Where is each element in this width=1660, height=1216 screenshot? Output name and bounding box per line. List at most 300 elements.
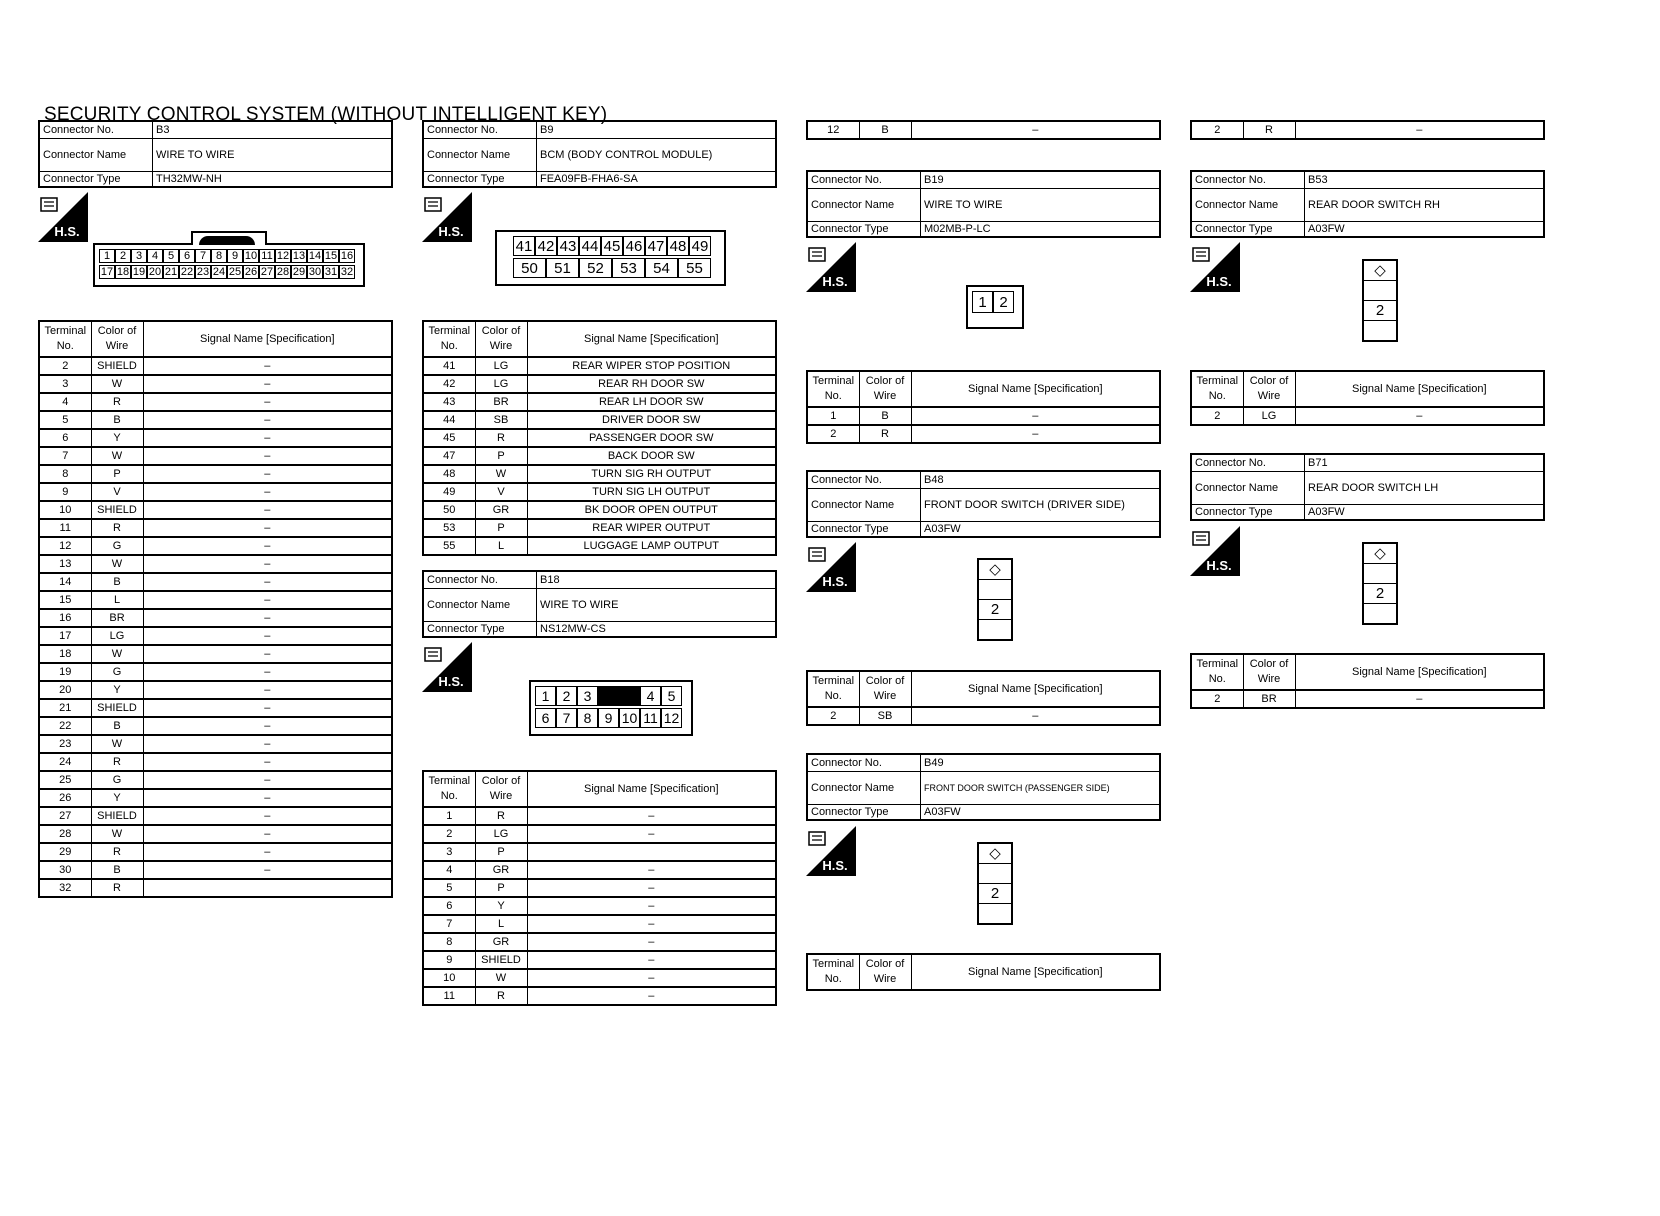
table-row (423, 861, 776, 879)
wire-color-cell: Y (91, 789, 143, 807)
terminal-no-header: Terminal No. (1191, 654, 1243, 690)
signal-name-cell: REAR WIPER STOP POSITION (527, 357, 776, 375)
harness-side-label: H.S. (822, 274, 848, 289)
terminal-no-cell: 50 (423, 501, 475, 519)
wire-color-cell: R (1243, 121, 1295, 139)
signal-name-cell: – (143, 627, 392, 645)
terminal-pin: 16 (340, 250, 354, 262)
terminal-pin: 52 (579, 258, 612, 278)
wire-color-cell: L (475, 915, 527, 933)
table-row (423, 987, 776, 1005)
wire-color-cell: LG (1243, 407, 1295, 425)
terminal-no-cell: 47 (423, 447, 475, 465)
terminal-no-cell: 3 (39, 375, 91, 393)
terminal-pin: 27 (260, 266, 274, 278)
terminal-pin: 25 (228, 266, 242, 278)
terminal-pin: 1 (972, 291, 993, 313)
connector-no-value: B9 (537, 121, 777, 138)
connector-no-value: B3 (153, 121, 393, 138)
terminal-no-cell: 2 (807, 425, 859, 443)
terminal-no-cell: 7 (39, 447, 91, 465)
signal-name-cell: – (143, 699, 392, 717)
terminal-pin: 21 (164, 266, 178, 278)
terminal-pin: 54 (645, 258, 678, 278)
terminal-no-cell: 25 (39, 771, 91, 789)
table-row (39, 717, 392, 735)
table-row (423, 501, 776, 519)
wire-color-cell: R (475, 429, 527, 447)
terminal-pin: 10 (619, 708, 640, 728)
wire-color-cell: SHIELD (91, 807, 143, 825)
terminal-no-cell: 14 (39, 573, 91, 591)
terminal-no-cell: 12 (39, 537, 91, 555)
connector-name-value: FRONT DOOR SWITCH (DRIVER SIDE) (921, 488, 1161, 521)
signal-name-header: Signal Name [Specification] (1295, 371, 1544, 407)
harness-side-label: H.S. (822, 858, 848, 873)
terminal-pin (979, 904, 1011, 923)
connector-type-label: Connector Type (423, 621, 537, 637)
connector-type-value: TH32MW-NH (153, 171, 393, 187)
wire-color-cell: BR (1243, 690, 1295, 708)
signal-name-cell: – (527, 807, 776, 825)
signal-name-cell: – (143, 645, 392, 663)
terminal-no-cell: 24 (39, 753, 91, 771)
terminal-pin: 10 (244, 250, 258, 262)
harness-side-icon (1190, 526, 1240, 576)
wire-color-cell: GR (475, 861, 527, 879)
terminal-no-cell: 53 (423, 519, 475, 537)
terminal-no-cell: 18 (39, 645, 91, 663)
connector-type-label: Connector Type (39, 171, 153, 187)
wire-color-cell: Y (91, 681, 143, 699)
terminal-no-cell: 15 (39, 591, 91, 609)
wire-color-cell: R (91, 843, 143, 861)
wire-color-cell: SHIELD (475, 951, 527, 969)
connector-name-label: Connector Name (1191, 471, 1305, 504)
terminal-no-cell: 2 (807, 707, 859, 725)
table-row (39, 429, 392, 447)
table-row (39, 465, 392, 483)
connector-no-label: Connector No. (807, 171, 921, 188)
signal-name-cell: – (143, 465, 392, 483)
harness-side-label: H.S. (1206, 558, 1232, 573)
terminal-pin (1364, 321, 1396, 340)
connector-type-value: A03FW (1305, 221, 1545, 237)
terminal-pin: 15 (324, 250, 338, 262)
terminal-no-cell: 22 (39, 717, 91, 735)
connector-no-label: Connector No. (423, 571, 537, 588)
connector-type-value: A03FW (1305, 504, 1545, 520)
signal-name-cell: – (143, 771, 392, 789)
signal-name-cell: – (143, 789, 392, 807)
signal-name-cell: REAR RH DOOR SW (527, 375, 776, 393)
harness-side-icon (806, 542, 856, 592)
table-row (423, 375, 776, 393)
signal-name-cell: – (143, 501, 392, 519)
wire-color-header: Color of Wire (475, 321, 527, 357)
wire-color-cell: R (475, 807, 527, 825)
terminal-no-cell: 29 (39, 843, 91, 861)
table-row (39, 861, 392, 879)
terminal-pin: 5 (661, 686, 682, 706)
terminal-no-cell: 10 (39, 501, 91, 519)
signal-name-cell: – (143, 519, 392, 537)
terminal-pin: 55 (678, 258, 711, 278)
connector-face-b9 (495, 230, 726, 286)
connector-type-value: FEA09FB-FHA6-SA (537, 171, 777, 187)
signal-name-cell: – (143, 843, 392, 861)
table-row (39, 411, 392, 429)
wire-color-cell: LG (475, 357, 527, 375)
connector-info-b3 (38, 120, 393, 188)
wire-color-cell: GR (475, 501, 527, 519)
connector-no-value: B48 (921, 471, 1161, 488)
terminal-pin: 26 (244, 266, 258, 278)
terminal-no-cell: 5 (39, 411, 91, 429)
connector-type-label: Connector Type (423, 171, 537, 187)
wire-color-cell: W (91, 645, 143, 663)
signal-name-cell: REAR WIPER OUTPUT (527, 519, 776, 537)
terminal-no-cell: 55 (423, 537, 475, 555)
wire-color-header: Color of Wire (1243, 654, 1295, 690)
signal-name-cell: – (527, 825, 776, 843)
key-marker: ◇ (1364, 544, 1396, 564)
terminal-pin: 8 (577, 708, 598, 728)
terminal-no-cell: 43 (423, 393, 475, 411)
wire-color-cell: B (91, 717, 143, 735)
terminal-no-cell: 13 (39, 555, 91, 573)
terminal-no-cell: 48 (423, 465, 475, 483)
terminal-no-cell: 21 (39, 699, 91, 717)
terminal-pin: 2 (993, 291, 1014, 313)
terminal-pin (1364, 604, 1396, 623)
signal-name-header: Signal Name [Specification] (911, 371, 1160, 407)
connector-type-label: Connector Type (807, 804, 921, 820)
terminal-no-cell: 12 (807, 121, 859, 139)
wire-color-cell: P (475, 519, 527, 537)
table-row (39, 501, 392, 519)
table-row (423, 807, 776, 825)
terminal-table-b9 (422, 320, 777, 556)
harness-side-icon (1190, 242, 1240, 292)
connector-no-value: B19 (921, 171, 1161, 188)
connector-type-label: Connector Type (1191, 221, 1305, 237)
connector-type-value: M02MB-P-LC (921, 221, 1161, 237)
wire-color-cell: R (91, 393, 143, 411)
terminal-pin: 7 (195, 249, 211, 263)
wire-color-cell: P (475, 843, 527, 861)
wire-color-cell: BR (475, 393, 527, 411)
terminal-no-cell: 8 (423, 933, 475, 951)
terminal-pin: 18 (116, 266, 130, 278)
terminal-pin: 49 (689, 236, 711, 256)
harness-side-icon (38, 192, 88, 242)
terminal-no-header: Terminal No. (1191, 371, 1243, 407)
terminal-no-cell: 41 (423, 357, 475, 375)
signal-name-cell: BACK DOOR SW (527, 447, 776, 465)
terminal-no-cell: 7 (423, 915, 475, 933)
terminal-no-cell: 45 (423, 429, 475, 447)
signal-name-cell: – (143, 555, 392, 573)
connector-no-label: Connector No. (807, 471, 921, 488)
connector-name-value: WIRE TO WIRE (153, 138, 393, 171)
wire-color-cell: SB (859, 707, 911, 725)
terminal-pin: 2 (1364, 584, 1396, 604)
harness-side-label: H.S. (438, 224, 464, 239)
wire-color-cell: B (91, 573, 143, 591)
wire-color-cell: B (859, 121, 911, 139)
table-row (39, 825, 392, 843)
terminal-pin: 48 (667, 236, 689, 256)
connector-no-label: Connector No. (423, 121, 537, 138)
harness-side-label: H.S. (1206, 274, 1232, 289)
terminal-table-b3 (38, 320, 393, 898)
signal-name-header: Signal Name [Specification] (1295, 654, 1544, 690)
table-row (39, 483, 392, 501)
signal-name-cell: – (911, 425, 1160, 443)
wire-color-cell: R (91, 753, 143, 771)
terminal-no-cell: 2 (1191, 407, 1243, 425)
terminal-pin: 5 (163, 249, 179, 263)
terminal-no-cell: 8 (39, 465, 91, 483)
terminal-no-cell: 11 (39, 519, 91, 537)
table-row (423, 897, 776, 915)
connector-type-label: Connector Type (1191, 504, 1305, 520)
table-row (39, 519, 392, 537)
table-row (39, 357, 392, 375)
wire-color-cell: W (91, 555, 143, 573)
wire-color-cell: W (91, 447, 143, 465)
connector-type-value: A03FW (921, 804, 1161, 820)
signal-name-cell: – (143, 411, 392, 429)
wire-color-cell: W (475, 969, 527, 987)
wire-color-cell: W (91, 735, 143, 753)
terminal-pin (979, 620, 1011, 639)
wire-color-cell: R (91, 879, 143, 897)
terminal-pin: 20 (148, 266, 162, 278)
table-row (423, 969, 776, 987)
connector-name-label: Connector Name (39, 138, 153, 171)
terminal-no-cell: 1 (807, 407, 859, 425)
table-row (39, 375, 392, 393)
terminal-pin: 51 (546, 258, 579, 278)
table-row (39, 807, 392, 825)
connector-lock-tab (191, 231, 267, 245)
table-row (423, 915, 776, 933)
terminal-table-b49 (806, 953, 1161, 991)
connector-no-label: Connector No. (807, 754, 921, 771)
harness-side-icon (422, 642, 472, 692)
terminal-no-header: Terminal No. (807, 954, 859, 990)
signal-name-cell: REAR LH DOOR SW (527, 393, 776, 411)
signal-name-cell: – (143, 537, 392, 555)
wire-color-cell: W (91, 375, 143, 393)
signal-name-cell: – (1295, 407, 1544, 425)
terminal-table-b48 (806, 670, 1161, 726)
table-row (39, 681, 392, 699)
connector-name-value: REAR DOOR SWITCH RH (1305, 188, 1545, 221)
terminal-no-header: Terminal No. (423, 321, 475, 357)
terminal-pin: 2 (979, 884, 1011, 904)
wire-color-cell: R (475, 987, 527, 1005)
signal-name-cell: – (527, 987, 776, 1005)
connector-name-label: Connector Name (807, 488, 921, 521)
terminal-pin: 19 (132, 266, 146, 278)
wire-color-cell: W (475, 465, 527, 483)
table-row (39, 735, 392, 753)
connector-name-label: Connector Name (1191, 188, 1305, 221)
signal-name-cell: – (143, 357, 392, 375)
wire-color-header: Color of Wire (1243, 371, 1295, 407)
terminal-pin: 2 (979, 600, 1011, 620)
wire-color-cell: Y (475, 897, 527, 915)
signal-name-cell (527, 843, 776, 861)
signal-name-cell: – (143, 375, 392, 393)
table-row (39, 609, 392, 627)
connector-name-label: Connector Name (423, 588, 537, 621)
signal-name-cell: BK DOOR OPEN OUTPUT (527, 501, 776, 519)
terminal-table-b18 (422, 770, 777, 1006)
connector-no-label: Connector No. (1191, 454, 1305, 471)
terminal-table-b71 (1190, 653, 1545, 709)
wire-color-header: Color of Wire (859, 371, 911, 407)
wire-color-cell: GR (475, 933, 527, 951)
terminal-no-cell: 30 (39, 861, 91, 879)
terminal-pin: 4 (147, 249, 163, 263)
page-title: SECURITY CONTROL SYSTEM (WITHOUT INTELLIGENT KEY) (44, 104, 608, 125)
table-row (39, 645, 392, 663)
terminal-pin: 53 (612, 258, 645, 278)
wire-color-cell: B (859, 407, 911, 425)
connector-info-b19 (806, 170, 1161, 238)
terminal-no-cell: 27 (39, 807, 91, 825)
signal-name-cell: – (143, 681, 392, 699)
terminal-no-cell: 16 (39, 609, 91, 627)
terminal-pin: 31 (324, 266, 338, 278)
signal-name-cell: – (527, 969, 776, 987)
terminal-pin: 17 (100, 266, 114, 278)
connector-name-value: REAR DOOR SWITCH LH (1305, 471, 1545, 504)
key-marker: ◇ (979, 844, 1011, 864)
harness-side-label: H.S. (822, 574, 848, 589)
table-row (807, 707, 1160, 725)
terminal-pin (1364, 564, 1396, 584)
table-row (39, 393, 392, 411)
harness-side-label: H.S. (54, 224, 80, 239)
terminal-no-cell: 20 (39, 681, 91, 699)
signal-name-cell: – (143, 717, 392, 735)
connector-info-b9 (422, 120, 777, 188)
table-row (39, 555, 392, 573)
wire-color-header: Color of Wire (859, 954, 911, 990)
connector-face-b3 (93, 243, 365, 287)
table-row (423, 465, 776, 483)
terminal-no-cell: 26 (39, 789, 91, 807)
terminal-no-cell: 5 (423, 879, 475, 897)
key-marker: ◇ (979, 560, 1011, 580)
wire-color-cell: B (91, 411, 143, 429)
wire-color-header: Color of Wire (475, 771, 527, 807)
terminal-pin: 23 (196, 266, 210, 278)
connector-name-value: WIRE TO WIRE (537, 588, 777, 621)
connector-type-value: A03FW (921, 521, 1161, 537)
terminal-pin: 4 (640, 686, 661, 706)
wire-color-cell: W (91, 825, 143, 843)
wire-color-cell: SB (475, 411, 527, 429)
table-row (39, 573, 392, 591)
signal-name-cell: – (143, 447, 392, 465)
harness-side-icon (806, 826, 856, 876)
terminal-pin: 3 (577, 686, 598, 706)
signal-name-cell: – (143, 807, 392, 825)
signal-name-cell: – (527, 915, 776, 933)
terminal-pin: 30 (308, 266, 322, 278)
table-row (39, 879, 392, 897)
connector-face-b48 (977, 558, 1013, 641)
table-row (39, 771, 392, 789)
terminal-no-cell: 3 (423, 843, 475, 861)
table-row (423, 429, 776, 447)
signal-name-cell: TURN SIG LH OUTPUT (527, 483, 776, 501)
signal-name-cell: – (143, 735, 392, 753)
table-row (1191, 407, 1544, 425)
signal-name-cell: – (911, 121, 1160, 139)
key-marker: ◇ (1364, 261, 1396, 281)
terminal-no-cell: 1 (423, 807, 475, 825)
terminal-no-cell: 28 (39, 825, 91, 843)
table-row (39, 537, 392, 555)
connector-type-label: Connector Type (807, 521, 921, 537)
table-row (423, 933, 776, 951)
table-row (807, 425, 1160, 443)
table-row (423, 519, 776, 537)
signal-name-cell: – (527, 933, 776, 951)
terminal-pin: 32 (340, 266, 354, 278)
table-row (423, 537, 776, 555)
terminal-pin: 12 (661, 708, 682, 728)
terminal-no-cell: 11 (423, 987, 475, 1005)
connector-name-label: Connector Name (807, 771, 921, 804)
terminal-no-cell: 6 (39, 429, 91, 447)
terminal-pin: 41 (513, 236, 535, 256)
terminal-pin: 22 (180, 266, 194, 278)
harness-side-icon (806, 242, 856, 292)
table-row (1191, 690, 1544, 708)
signal-name-cell: – (911, 407, 1160, 425)
table-row (423, 483, 776, 501)
connector-info-b48 (806, 470, 1161, 538)
terminal-no-cell: 4 (423, 861, 475, 879)
wire-color-cell: SHIELD (91, 699, 143, 717)
signal-name-cell: DRIVER DOOR SW (527, 411, 776, 429)
terminal-no-cell: 9 (39, 483, 91, 501)
signal-name-cell: LUGGAGE LAMP OUTPUT (527, 537, 776, 555)
terminal-no-cell: 32 (39, 879, 91, 897)
signal-name-cell (143, 879, 392, 897)
wire-color-cell: P (91, 465, 143, 483)
wire-color-cell: P (475, 879, 527, 897)
wire-color-cell: G (91, 771, 143, 789)
terminal-no-cell: 10 (423, 969, 475, 987)
table-row (423, 447, 776, 465)
terminal-pin (979, 580, 1011, 600)
signal-name-cell: – (143, 573, 392, 591)
terminal-no-header: Terminal No. (807, 371, 859, 407)
table-row (423, 843, 776, 861)
table-row (423, 393, 776, 411)
wire-color-cell: L (475, 537, 527, 555)
wire-color-cell: SHIELD (91, 357, 143, 375)
